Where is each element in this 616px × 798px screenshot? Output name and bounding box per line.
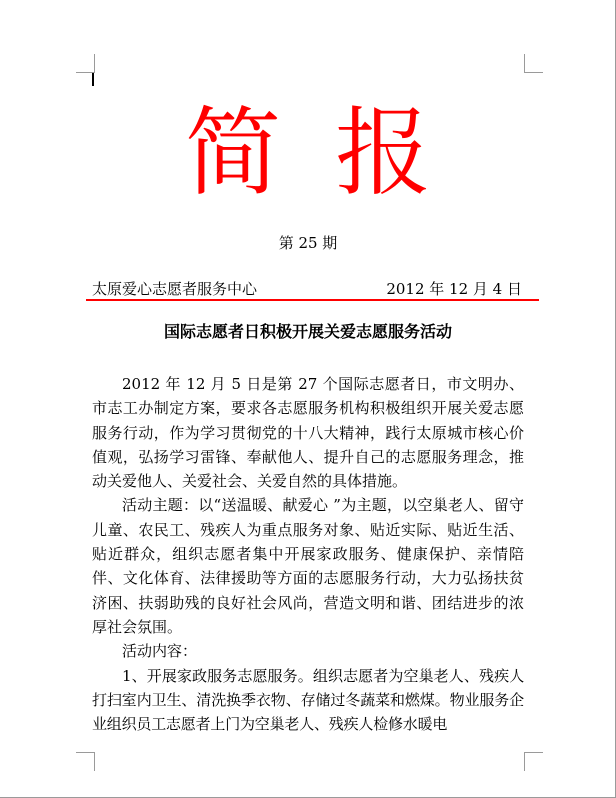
paragraph: 1、开展家政服务志愿服务。组织志愿者为空巢老人、残疾人打扫室内卫生、清洗换季衣物、存储过冬蔬菜和燃煤。物业服务企业组织员工志愿者上门为空巢老人、残疾人检修水暖电 (92, 666, 524, 734)
article-title: 国际志愿者日积极开展关爱志愿服务活动 (163, 322, 452, 341)
margin-corner-bottom-left (76, 752, 95, 771)
paragraph: 2012 年 12 月 5 日是第 27 个国际志愿者日，市文明办、市志工办制定方案，要求各志愿服务机构积极组织开展关爱志愿服务行动，作为学习贯彻党的十八大精神，践行太原城市核心价值观，弘扬学习雷锋、奉献他人、提升自己的志愿服务理念，推动关爱他人、关爱社会、关爱自然的具体措施。 (92, 375, 524, 491)
margin-corner-top-right (524, 54, 543, 73)
article-body[interactable] (92, 372, 524, 736)
margin-corner-bottom-right (524, 752, 543, 771)
text-cursor (92, 73, 94, 86)
margin-corner-top-left (76, 54, 95, 73)
paragraph: 活动主题：以“送温暖、献爱心 ”为主题，以空巢老人、留守儿童、农民工、残疾人为重点服务对象、贴近实际、贴近生活、贴近群众，组织志愿者集中开展家政服务、健康保护、亲情陪伴、文化体育、法律援助等方面的志愿服务行动，大力弘扬扶贫济困、扶弱助残的良好社会风尚，营造文明和谐、团结进步的浓厚社会氛围。 (92, 496, 524, 636)
byline-date: 2012 年 12 月 4 日 (386, 280, 522, 298)
paragraph: 活动内容： (122, 642, 198, 661)
red-separator-line (86, 299, 539, 301)
byline-organization: 太原爱心志愿者服务中心 (92, 280, 258, 298)
issue-number: 第 25 期 (278, 234, 338, 252)
masthead-title: 简报 (185, 97, 485, 209)
